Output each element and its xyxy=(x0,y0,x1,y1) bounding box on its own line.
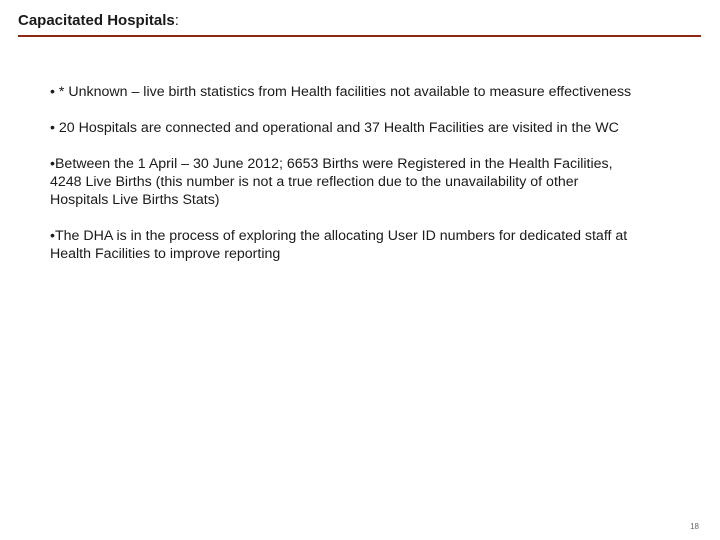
page-title-colon: : xyxy=(174,12,179,29)
page-title-text: Capacitated Hospitals xyxy=(18,12,175,29)
bullet-item-births-registered: •Between the 1 April – 30 June 2012; 6653 Births were Registered in the Health Facilities, 4248 Live Births (this number is not a true reflection due to the unavailability of other Hospitals Live Births Stats) xyxy=(50,156,613,208)
bullet-item-dha-user-ids: •The DHA is in the process of exploring the allocating User ID numbers for dedicated staff at Health Facilities to improve reporting xyxy=(50,228,628,262)
title-divider xyxy=(18,35,701,37)
bullet-item-unknown-stats: • * Unknown – live birth statistics from Health facilities not available to measure effectiveness xyxy=(50,84,632,100)
page-number: 18 xyxy=(690,522,699,531)
page-title xyxy=(18,12,179,30)
bullet-list xyxy=(50,83,640,281)
bullet-item-hospitals-connected: • 20 Hospitals are connected and operational and 37 Health Facilities are visited in the WC xyxy=(50,120,619,136)
